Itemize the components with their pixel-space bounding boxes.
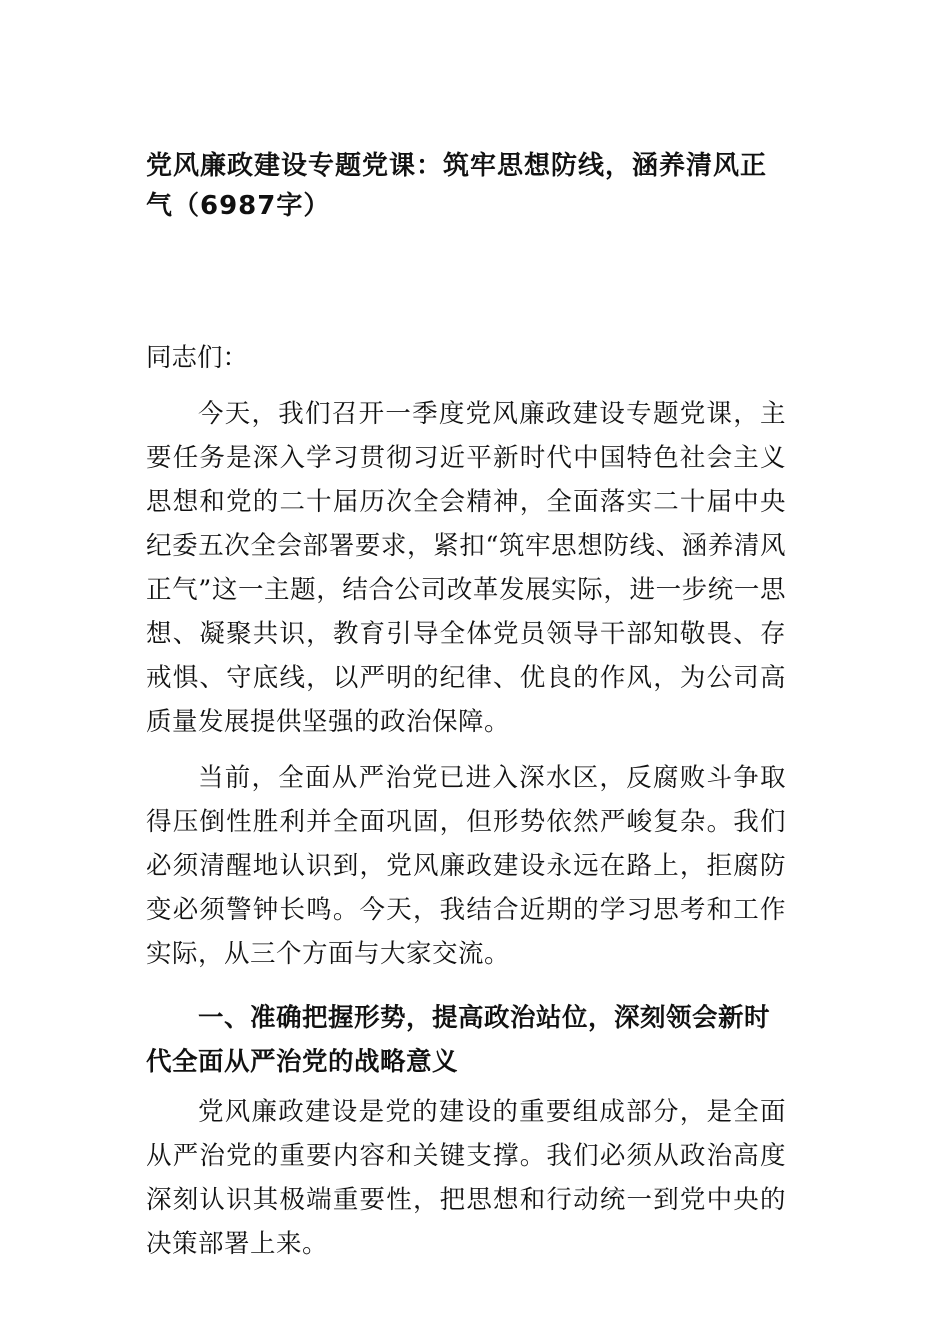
document-title: 党风廉政建设专题党课：筑牢思想防线，涵养清风正气（6987字）	[146, 151, 768, 221]
section-1-heading: 一、准确把握形势，提高政治站位，深刻领会新时代全面从严治党的战略意义	[146, 1003, 771, 1077]
intro-paragraph: 今天，我们召开一季度党风廉政建设专题党课，主要任务是深入学习贯彻习近平新时代中国特色社会主义思想和党的二十届历次全会精神，全面落实二十届中央纪委五次全会部署要求，紧扣“筑牢思想防线、涵养清风正气”这一主题，结合公司改革发展实际，进一步统一思想、凝聚共识，教育引导全体党员领导干部知敬畏、存戒惧、守底线，以严明的纪律、优良的作风，为公司高质量发展提供坚强的政治保障。	[146, 399, 786, 737]
document-body	[146, 146, 786, 1266]
situation-paragraph: 当前，全面从严治党已进入深水区，反腐败斗争取得压倒性胜利并全面巩固，但形势依然严峻复杂。我们必须清醒地认识到，党风廉政建设永远在路上，拒腐防变必须警钟长鸣。今天，我结合近期的学习思考和工作实际，从三个方面与大家交流。	[146, 763, 786, 969]
salutation: 同志们：	[146, 343, 249, 373]
section-1-paragraph: 党风廉政建设是党的建设的重要组成部分，是全面从严治党的重要内容和关键支撑。我们必须从政治高度深刻认识其极端重要性，把思想和行动统一到党中央的决策部署上来。	[146, 1097, 786, 1259]
